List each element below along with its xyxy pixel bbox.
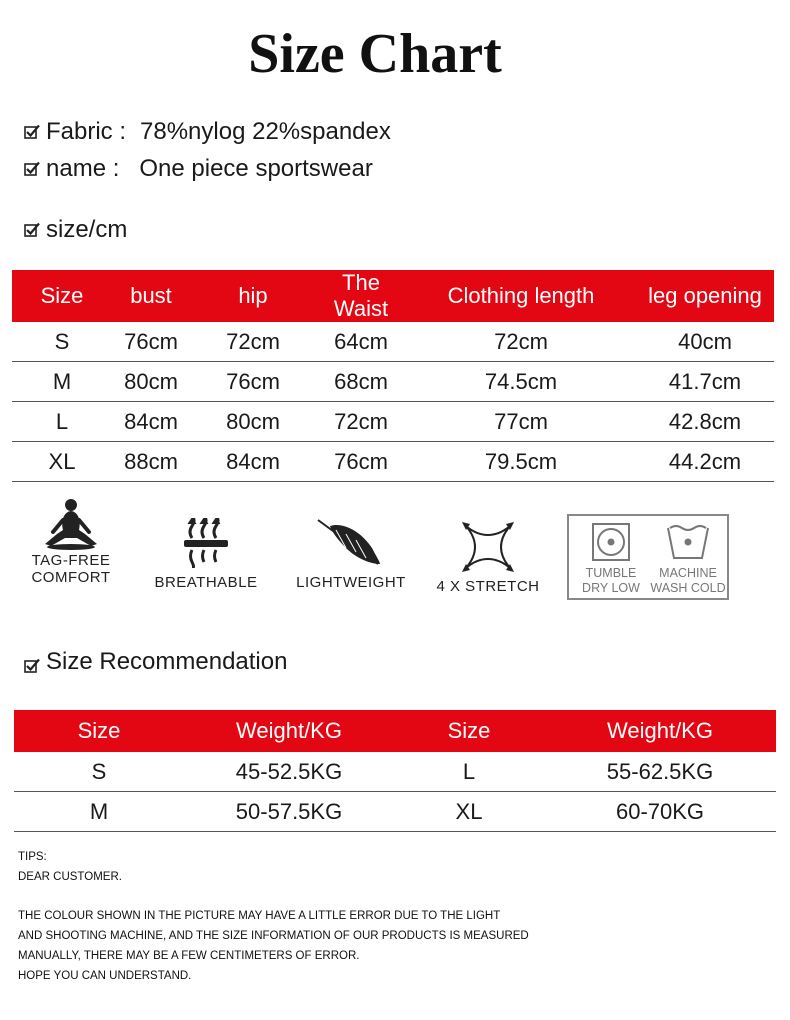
breathable-icon <box>180 518 232 568</box>
tumble-dry-low-icon <box>591 522 631 562</box>
header-clothing-length: Clothing length <box>406 270 636 322</box>
cell-leg-opening: 40cm <box>636 322 774 362</box>
cell-leg-opening: 41.7cm <box>636 362 774 402</box>
tips-body-line: HOPE YOU CAN UNDERSTAND. <box>18 970 192 982</box>
tips-greeting: DEAR CUSTOMER. <box>18 871 122 883</box>
table-row <box>14 752 776 792</box>
wash-line2: WASH COLD <box>650 581 726 595</box>
checkbox-checked-icon <box>24 124 40 140</box>
cell-waist: 72cm <box>316 402 406 442</box>
size-recommendation-table <box>14 710 776 832</box>
tips-body <box>18 906 529 986</box>
table-row <box>12 402 774 442</box>
tips-body-line: AND SHOOTING MACHINE, AND THE SIZE INFORMATION OF OUR PRODUCTS IS MEASURED <box>18 930 529 942</box>
cell-hip: 84cm <box>190 442 316 482</box>
lightweight-label: LIGHTWEIGHT <box>296 574 406 591</box>
header-weight: Weight/KG <box>544 710 776 752</box>
fabric-value: 78%nylog 22%spandex <box>140 118 391 145</box>
cell-size: XL <box>12 442 112 482</box>
feature-lightweight <box>292 518 410 591</box>
cell-leg-opening: 44.2cm <box>636 442 774 482</box>
cell-weight: 60-70KG <box>544 792 776 832</box>
feature-breathable <box>150 518 262 591</box>
recommendation-heading <box>24 648 287 676</box>
checkbox-checked-icon <box>24 161 40 177</box>
checkbox-checked-icon <box>24 658 40 674</box>
unit-line <box>24 216 127 244</box>
wash-line1: MACHINE <box>659 566 717 580</box>
header-size: Size <box>14 710 184 752</box>
table-row <box>12 442 774 482</box>
cell-waist: 76cm <box>316 442 406 482</box>
cell-hip: 72cm <box>190 322 316 362</box>
cell-waist: 64cm <box>316 322 406 362</box>
tag-free-line1: TAG-FREE <box>31 552 111 569</box>
cell-leg-opening: 42.8cm <box>636 402 774 442</box>
header-leg-opening: leg opening <box>636 270 774 322</box>
recommendation-header-row <box>14 710 776 752</box>
feature-tag-free <box>26 496 116 586</box>
header-hip: hip <box>190 270 316 322</box>
cell-clothing-length: 72cm <box>406 322 636 362</box>
cell-size: L <box>12 402 112 442</box>
table-row <box>14 792 776 832</box>
cell-weight: 55-62.5KG <box>544 752 776 792</box>
care-tumble-dry <box>575 522 647 596</box>
tips-body-line: MANUALLY, THERE MAY BE A FEW CENTIMETERS OF ERROR. <box>18 950 360 962</box>
cell-size: S <box>12 322 112 362</box>
tag-free-line2: COMFORT <box>31 569 111 586</box>
cell-bust: 80cm <box>112 362 190 402</box>
name-value: One piece sportswear <box>139 155 373 182</box>
header-size: Size <box>12 270 112 322</box>
cell-waist: 68cm <box>316 362 406 402</box>
page-title: Size Chart <box>248 23 502 85</box>
cell-size: S <box>14 752 184 792</box>
yoga-pose-icon <box>41 496 101 552</box>
checkbox-checked-icon <box>24 222 40 238</box>
table-row <box>12 322 774 362</box>
feature-icons <box>0 490 790 610</box>
stretch-arrows-icon <box>456 520 520 574</box>
feather-icon <box>316 518 386 568</box>
cell-clothing-length: 77cm <box>406 402 636 442</box>
size-table-header-row <box>12 270 774 322</box>
cell-weight: 45-52.5KG <box>184 752 394 792</box>
cell-size: L <box>394 752 544 792</box>
tips-title: TIPS: <box>18 851 47 863</box>
unit-label: size/cm <box>46 216 128 243</box>
feature-stretch <box>434 520 542 595</box>
size-table <box>12 270 774 482</box>
cell-hip: 76cm <box>190 362 316 402</box>
breathable-label: BREATHABLE <box>154 574 258 591</box>
fabric-line <box>24 118 391 146</box>
tumble-line1: TUMBLE <box>585 566 637 580</box>
cell-bust: 84cm <box>112 402 190 442</box>
cell-size: M <box>12 362 112 402</box>
cell-clothing-length: 74.5cm <box>406 362 636 402</box>
recommendation-title: Size Recommendation <box>46 648 288 675</box>
name-label: name : <box>46 155 120 182</box>
tips-header <box>18 847 122 887</box>
care-machine-wash <box>647 522 729 596</box>
tips-body-line: THE COLOUR SHOWN IN THE PICTURE MAY HAVE A LITTLE ERROR DUE TO THE LIGHT <box>18 910 501 922</box>
header-weight: Weight/KG <box>184 710 394 752</box>
cell-hip: 80cm <box>190 402 316 442</box>
table-row <box>12 362 774 402</box>
tumble-line2: DRY LOW <box>582 581 640 595</box>
fabric-label: Fabric : <box>46 118 127 145</box>
header-size: Size <box>394 710 544 752</box>
care-instructions-box <box>567 514 729 600</box>
stretch-label: 4 X STRETCH <box>436 578 540 595</box>
machine-wash-cold-icon <box>666 522 710 562</box>
cell-bust: 88cm <box>112 442 190 482</box>
cell-size: XL <box>394 792 544 832</box>
header-waist: The Waist <box>316 270 406 322</box>
cell-weight: 50-57.5KG <box>184 792 394 832</box>
name-line <box>24 155 373 183</box>
cell-clothing-length: 79.5cm <box>406 442 636 482</box>
header-bust: bust <box>112 270 190 322</box>
cell-bust: 76cm <box>112 322 190 362</box>
cell-size: M <box>14 792 184 832</box>
